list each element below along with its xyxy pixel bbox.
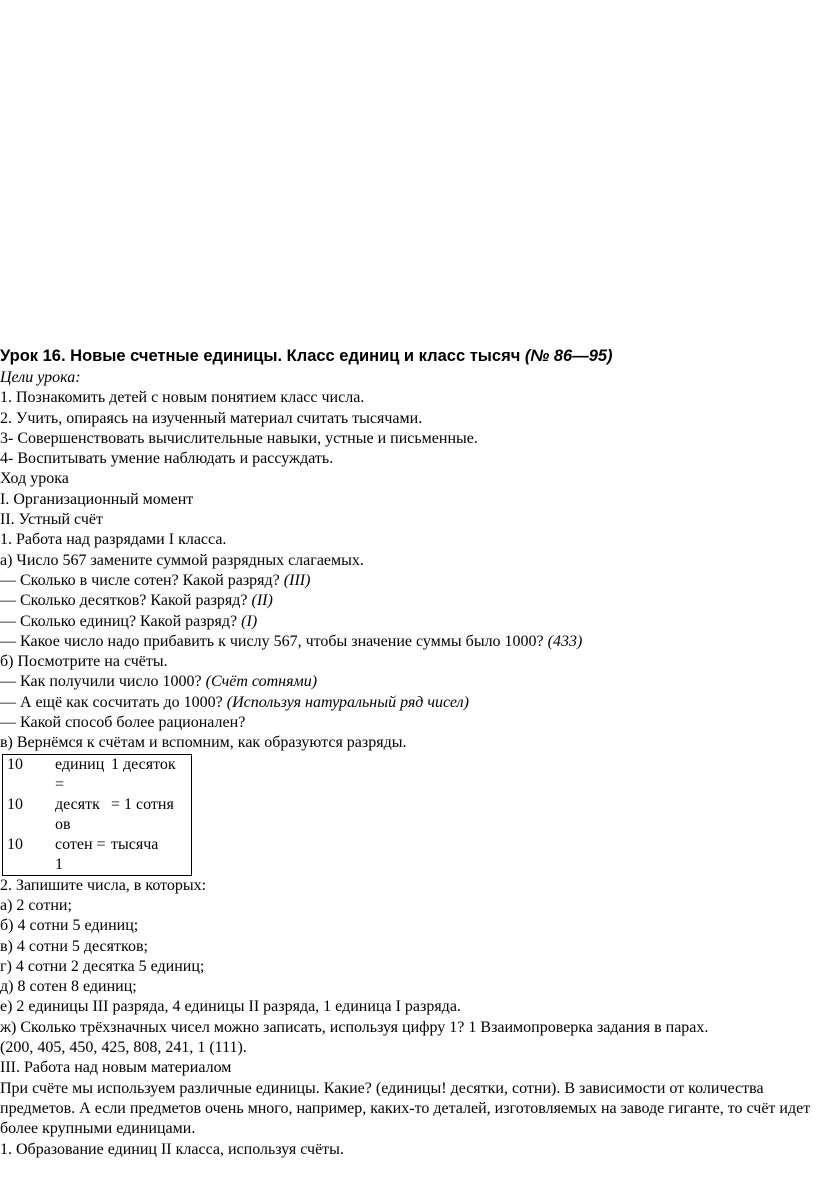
question-line <box>0 632 812 652</box>
answer-text: (Используя натуральный ряд чисел) <box>226 693 469 711</box>
table-cell: = 1 сотня <box>111 795 174 813</box>
table-cell: единиц = <box>55 755 105 793</box>
task-2-item: е) 2 единицы III разряда, 4 единицы II разряда, 1 единица I разряда. <box>0 998 461 1016</box>
last-line: 1. Образование единиц II класса, используя счёты. <box>0 1140 344 1158</box>
task-2-item: а) 2 сотни; <box>0 896 72 914</box>
table-cell: десятков <box>55 795 100 833</box>
goal-item: 1. Познакомить детей с новым понятием класс числа. <box>0 389 365 407</box>
question-text: — Сколько единиц? Какой разряд? <box>0 612 242 630</box>
question-line <box>0 693 812 713</box>
task-1a: а) Число 567 замените суммой разрядных слагаемых. <box>0 551 364 569</box>
table-row <box>3 754 192 795</box>
task-2-item: г) 4 сотни 2 десятка 5 единиц; <box>0 957 205 975</box>
question-text: — Сколько в числе сотен? Какой разряд? <box>0 571 284 589</box>
table-cell: 1 десяток <box>111 755 176 773</box>
task-1b: б) Посмотрите на счёты. <box>0 653 168 671</box>
task-2-item: ж) Сколько трёхзначных чисел можно записать, используя цифру 1? 1 Взаимопроверка задания в парах. <box>0 1018 709 1036</box>
table-cell: 10 <box>7 835 23 853</box>
table-row <box>3 795 192 835</box>
task-2-item: б) 4 сотни 5 единиц; <box>0 917 139 935</box>
task-2-answers: (200, 405, 450, 425, 808, 241, 1 (111). <box>0 1039 247 1057</box>
question-line <box>0 591 812 611</box>
goal-item: 2. Учить, опираясь на изученный материал считать тысячами. <box>0 409 423 427</box>
question-line <box>0 612 812 632</box>
task-2-item: в) 4 сотни 5 десятков; <box>0 937 148 955</box>
question-rational: — Какой способ более рационален? <box>0 714 246 732</box>
question-text: — Как получили число 1000? <box>0 673 206 691</box>
goal-item: 4- Воспитывать умение наблюдать и рассуждать. <box>0 450 334 468</box>
answer-text: (433) <box>547 632 583 650</box>
table-cell: 10 <box>7 755 23 773</box>
goals-heading: Цели урока: <box>0 369 81 386</box>
lesson-document <box>0 346 812 1160</box>
section-organizational: I. Организационный момент <box>0 490 194 508</box>
question-text: — Сколько десятков? Какой разряд? <box>0 592 252 610</box>
section-oral-count: II. Устный счёт <box>0 511 103 529</box>
table-cell: 10 <box>7 795 23 813</box>
question-text: — Какое число надо прибавить к числу 567, чтобы значение суммы было 1000? <box>0 632 548 650</box>
goal-item: 3- Совершенствовать вычислительные навыки, устные и письменные. <box>0 429 478 447</box>
place-value-table <box>2 754 192 876</box>
section-new-material: III. Работа над новым материалом <box>0 1059 232 1077</box>
question-line <box>0 672 812 692</box>
lesson-title <box>0 346 812 368</box>
lesson-title-text: Урок 16. Новые счетные единицы. Класс единиц и класс тысяч <box>0 347 525 365</box>
lesson-title-ref: (№ 86—95) <box>524 347 613 365</box>
answer-text: (I) <box>241 612 258 630</box>
course-heading: Ход урока <box>0 470 69 488</box>
question-text: — А ещё как сосчитать до 1000? <box>0 693 227 711</box>
explanation-paragraph: При счёте мы используем различные единицы. Какие? (единицы! десятки, сотни). В зависимости от количества предметов. А если предметов очень много, например, каких-то деталей, изготовляемых на заводе гиганте, то счёт идет более крупными единицами. <box>0 1079 811 1138</box>
table-row <box>3 835 192 876</box>
table-cell: тысяча <box>111 835 159 853</box>
answer-text: (II) <box>251 592 273 610</box>
question-line <box>0 571 812 591</box>
answer-text: (Счёт сотнями) <box>205 673 318 691</box>
task-1-heading: 1. Работа над разрядами I класса. <box>0 531 227 549</box>
task-1v: в) Вернёмся к счётам и вспомним, как образуются разряды. <box>0 734 407 752</box>
answer-text: (III) <box>283 571 311 589</box>
table-cell: сотен =1 <box>55 835 106 873</box>
task-2-heading: 2. Запишите числа, в которых: <box>0 876 207 894</box>
task-2-item: д) 8 сотен 8 единиц; <box>0 978 137 996</box>
